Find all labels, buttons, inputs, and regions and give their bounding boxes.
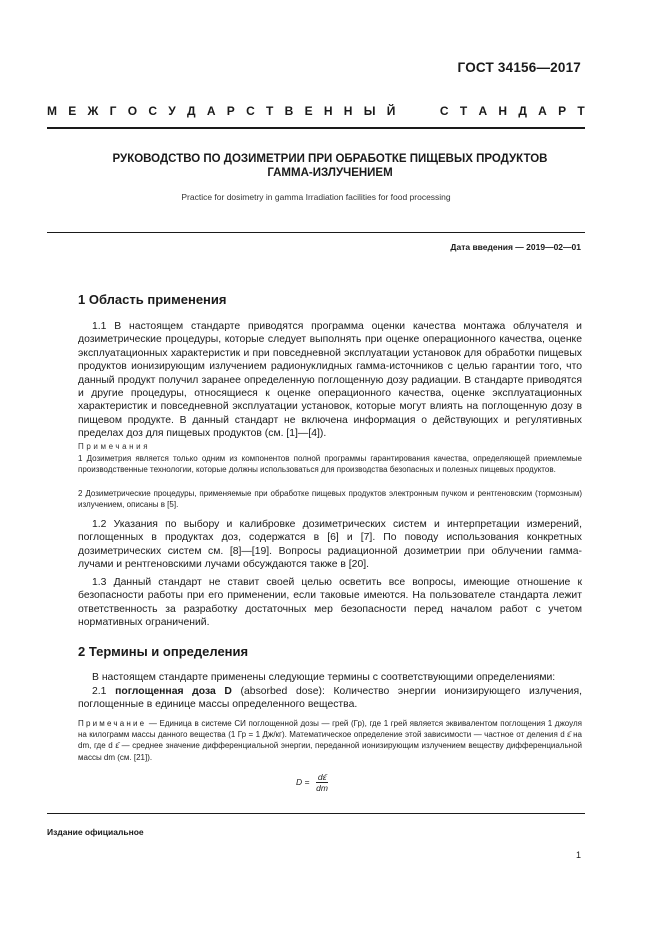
english-title: Practice for dosimetry in gamma Irradiation facilities for food processing xyxy=(181,192,451,202)
note-label: Примечание xyxy=(78,719,147,728)
section-2-heading: 2 Термины и определения xyxy=(78,644,249,659)
section-2-intro: В настоящем стандарте применены следующие термины с соответствующими определениями: xyxy=(92,672,556,683)
banner-letter: Ы xyxy=(363,104,376,118)
banner-letter: А xyxy=(538,104,547,118)
formula-denominator: dm xyxy=(316,783,328,793)
banner-letter: Е xyxy=(304,104,313,118)
note-2: 2 Дозиметрические процедуры, применяемые при обработке пищевых продуктов электронным пучком и рентгеновским (тормозным) излучением, описаны в [5]. xyxy=(78,489,582,510)
banner-letter: О xyxy=(127,104,138,118)
word-gap xyxy=(407,104,429,118)
banner-letter: Д xyxy=(518,104,527,118)
paragraph-1-1: 1.1 В настоящем стандарте приводятся программа оценки качества монтажа облучателя и дозиметрические процедуры, которые следует выполнять при оценке операционного качества, оценке эксплуатационных характеристик и при повседневной эксплуатации установок для обработки пищевых продуктов ионизирующим излучением радионуклидных гамма-источников с целью гарантии того, что данный продукт получил заранее определенную поглощенную дозу радиации. В стандарте приводятся и другие процедуры, относящиеся к оценке операционного качества, оценке эксплуатационных характеристик и повседневной эксплуатации установок, которые могут влиять на поглощенную дозу в пищевом продукте. В данный стандарт не включена информация о действующих и регулятивных пределах доз для пищевых продуктов (см. [1]—[4]). xyxy=(78,321,582,440)
formula-numerator: dε̄ xyxy=(317,772,327,782)
formula-fraction xyxy=(316,772,328,793)
banner-letter: Й xyxy=(386,104,396,118)
note-1: 1 Дозиметрия является только одним из компонентов полной программы гарантирования качества, определяющей приемлемые производственные технологии, которые должны использоваться для производства безопасных и полезных пищевых продуктов. xyxy=(78,454,582,475)
banner-letter: Р xyxy=(226,104,235,118)
banner-letter: Ж xyxy=(87,104,99,118)
banner-letter: С xyxy=(148,104,158,118)
title-rule xyxy=(47,232,585,233)
gost-number: ГОСТ 34156—2017 xyxy=(457,60,581,75)
banner-letter: Н xyxy=(343,104,353,118)
notes-heading: Примечания xyxy=(78,442,151,451)
term-definition: (absorbed dose): Количество энергии ионизирующего излучения, поглощенные в единице массы определенного вещества. xyxy=(78,686,583,711)
banner-letter: У xyxy=(168,104,176,118)
banner-letter: А xyxy=(478,104,488,118)
banner-letter: М xyxy=(47,104,57,118)
edition-label: Издание официальное xyxy=(47,827,144,837)
term-number: 2.1 xyxy=(92,686,107,697)
term-name: поглощенная доза D xyxy=(115,686,232,697)
paragraph-1-3: 1.3 Данный стандарт не ставит своей целью осветить все вопросы, имеющие отношение к безопасности работы при его применении, если таковые имеются. На пользователе стандарта лежит ответственность за разработку достаточных мер безопасности перед началом работ с учетом нормативных ограничений. xyxy=(78,577,582,629)
banner-letter: Е xyxy=(68,104,77,118)
banner-letter: Н xyxy=(323,104,333,118)
introduction-date: Дата введения — 2019—02—01 xyxy=(450,242,581,252)
banner-letter: Т xyxy=(459,104,468,118)
banner-letter: В xyxy=(284,104,294,118)
banner-letter: С xyxy=(246,104,255,118)
note-text: — Единица в системе СИ поглощенной дозы — грей (Гр), где 1 грей является эквивалентом поглощения 1 джоуля на килограмм массы данного вещества (1 Гр = 1 Дж/кг). Математическое определение этой зависимости — частное от деления d ε̄ на dm, где d ε̄ — среднее значение дифференциальной энергии, переданной ионизирующим излучением веществу дифференциальной массы dm (см. [21]). xyxy=(78,719,582,762)
banner-letter: С xyxy=(439,104,449,118)
banner-letter: А xyxy=(206,104,216,118)
section-1-heading: 1 Область применения xyxy=(78,292,227,307)
footer-rule xyxy=(47,813,585,814)
formula-lhs: D = xyxy=(296,776,310,787)
banner-letter: Р xyxy=(558,104,567,118)
banner-letter: Т xyxy=(266,104,274,118)
absorbed-dose-formula xyxy=(296,772,328,793)
paragraph-1-2: 1.2 Указания по выбору и калибровке дозиметрических систем и интерпретации измерений, поглощенных в продуктах доз, содержатся в [6] и [7]. По поводу использования конкретных дозиметрических систем см. [8]—[19]. Вопросы радиационной дозиметрии при облучении гамма-лучами и рентгеновскими лучами обсуждаются также в [20]. xyxy=(78,519,582,571)
page-number: 1 xyxy=(575,850,581,860)
banner-letter: Д xyxy=(187,104,196,118)
banner-letter: Т xyxy=(577,104,585,118)
banner-letter: Г xyxy=(109,104,117,118)
term-2-1-note xyxy=(78,718,582,763)
term-2-1 xyxy=(78,685,582,712)
document-title-line1: РУКОВОДСТВО ПО ДОЗИМЕТРИИ ПРИ ОБРАБОТКЕ ПИЩЕВЫХ ПРОДУКТОВ xyxy=(112,153,548,165)
document-title-line2: ГАММА-ИЗЛУЧЕНИЕМ xyxy=(267,167,393,179)
banner-letter: Н xyxy=(498,104,508,118)
header-rule xyxy=(47,127,585,129)
interstate-standard-banner xyxy=(47,104,585,118)
